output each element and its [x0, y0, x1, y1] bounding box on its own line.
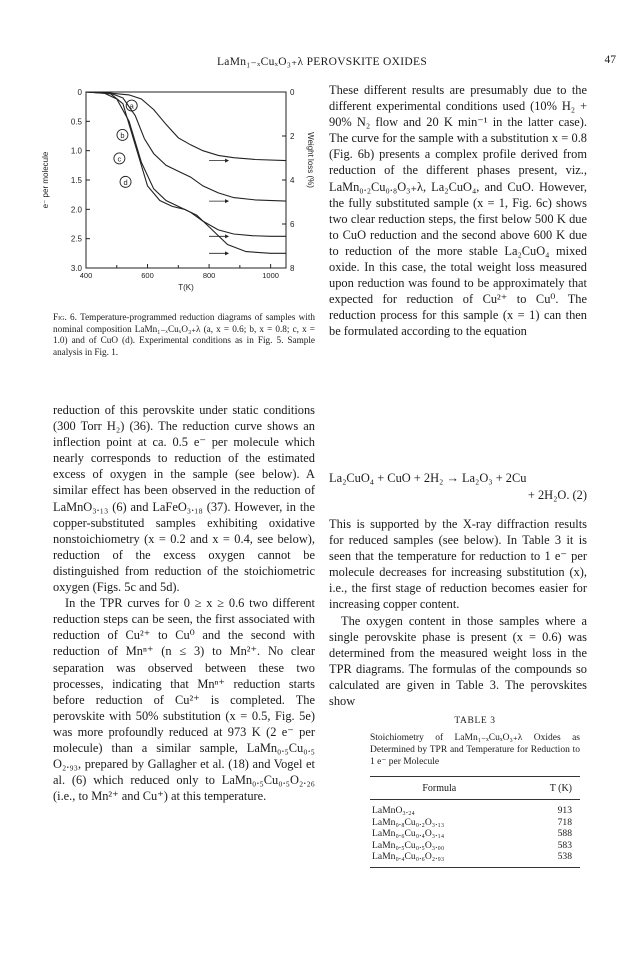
x-tick-label: 400 — [79, 271, 93, 280]
right-tick-label: 8 — [290, 264, 295, 273]
page-number: 47 — [604, 54, 616, 66]
x-tick-label: 800 — [202, 271, 216, 280]
table-row — [370, 851, 580, 863]
figure-6 — [30, 80, 320, 300]
left-column — [53, 402, 315, 804]
right-tick-label: 2 — [290, 132, 295, 141]
x-tick-label: 1000 — [262, 271, 279, 280]
left-tick-label: 2.0 — [70, 205, 82, 215]
series-label-b: b — [120, 130, 125, 140]
table-cell-temperature: 538 — [557, 851, 572, 862]
equation-line-1: La₂CuO₄ + CuO + 2H₂ → La₂O₃ + 2Cu — [329, 471, 527, 485]
running-title: LaMn₁₋ₓCuₓO₃₊λ PEROVSKITE OXIDES — [216, 56, 428, 68]
table-header-temperature: T (K) — [549, 783, 572, 794]
right-paragraph-3: The oxygen content in those samples where a single perovskite phase is present (x = 0.6) was determined from the measured weight loss in the TPR diagrams. The formulas of the compounds so calculated are given in Table 3. The perovskites show — [329, 613, 587, 709]
table-row — [370, 840, 580, 852]
series-arrowhead-b — [225, 199, 229, 203]
y-axis-title-left: e⁻ per molecule — [41, 151, 50, 209]
series-line-c — [86, 92, 286, 236]
left-tick-label: 1.5 — [70, 176, 82, 185]
x-axis-title: T(K) — [178, 283, 194, 292]
table-header-formula: Formula — [422, 783, 457, 794]
series-label-a: a — [129, 101, 134, 111]
left-tick-label: 3.0 — [70, 264, 82, 273]
table-cell-formula: LaMnO₃.₂₄ — [372, 805, 415, 816]
table-body — [370, 800, 580, 867]
series-arrowhead-a — [225, 159, 229, 163]
equation-2 — [329, 470, 587, 504]
left-tick-label: 0.5 — [70, 117, 82, 127]
table-row — [370, 805, 580, 817]
y-axis-title-right: Weight loss (%) — [306, 132, 315, 188]
table-3 — [370, 716, 580, 868]
figure-label: Fig. 6. — [53, 312, 77, 322]
right-paragraph-1: These different results are presumably due to the different experimental conditions used (10% H₂ + 90% N₂ flow and 20 K min⁻¹ in the latter case). The curve for the sample with a substitution x = 0.8 (Fig. 6b) presents a complex profile derived from reduction of the different phases present, viz., LaMn₀.₂Cu₀.₈O₃₊λ, La₂CuO₄, and CuO. However, the fully substituted sample (x = 1, Fig. 6c) shows two clear reduction steps, the first below 500 K due to CuO reduction and the second above 600 K due to reduction of the more stable La₂CuO₄ mixed oxide. In this case, the total weight loss measured upon reduction was found to be approximately that expected for reduction of Cu²⁺ to Cu⁰. The reduction process for this sample (x = 1) can then be formulated according to the equation — [329, 83, 587, 339]
table-cell-formula: LaMn₀.₄Cu₀.₆O₂.₉₃ — [372, 851, 445, 862]
left-tick-label: 0 — [77, 88, 82, 97]
table-cell-temperature: 718 — [557, 816, 572, 828]
series-line-b — [86, 92, 286, 201]
right-column-top — [329, 82, 587, 340]
figure-caption-text: Temperature-programmed reduction diagrams of samples with nominal composition LaMn₁₋ₓCuₓO₃₊λ (a, x = 0.6; b, x = 0.8; c, x = 1.0) and of CuO (d). Experimental conditions as in Fig. 5. Sample analysis in Fig. 1. — [53, 312, 315, 357]
table-cell-temperature: 588 — [557, 828, 572, 839]
table-cell-formula: LaMn₀.₅Cu₀.₅O₃.₀₀ — [372, 839, 445, 851]
series-arrowhead-c — [225, 234, 229, 238]
figure-caption — [53, 312, 315, 358]
tpr-chart — [30, 80, 320, 300]
right-column-bottom — [329, 516, 587, 709]
plot-frame — [86, 92, 286, 268]
left-paragraph-2: In the TPR curves for 0 ≥ x ≥ 0.6 two different reduction steps can be seen, the first associated with reduction of Cu²⁺ to Cu⁰ and the second with reduction of Mnⁿ⁺ (n ≤ 3) to Mn²⁺. No clear separation was observed between these two processes, indicating that Mnⁿ⁺ reduction starts before reduction of Cu²⁺ is completed. The perovskite with 50% substitution (x = 0.5, Fig. 5e) was more profoundly reduced at 973 K (2 e⁻ per molecule) than a similar sample, LaMn₀.₅Cu₀.₅ O₂.₉₃, prepared by Gallagher et al. (18) and Vogel et al. (6) which reduced only to LaMn₀.₅Cu₀.₅O₂.₂₆ (i.e., to Mn²⁺ and Cu⁺) at this temperature. — [53, 596, 315, 804]
left-paragraph-1: reduction of this perovskite under static conditions (300 Torr H₂) (36). The reduction curve shows an inflection point at ca. 0.5 e⁻ per molecule which nearly corresponds to reduction of the estimated excess of oxygen in the sample (see below). A similar effect has been observed in the reduction of LaMnO₃.₁₃ (6) and LaFeO₃.₁₈ (37). However, in the copper-substituted samples exhibiting oxidative nonstoichiometry (x = 0.2 and x = 0.4, see below), reduction of the excess oxygen cannot be distinguished from reduction of the stoichiometric oxygen (Figs. 5c and 5d). — [53, 403, 315, 595]
table-header-row — [370, 777, 580, 799]
x-tick-label: 600 — [141, 271, 154, 280]
table-caption: Stoichiometry of LaMn₁₋ₓCuₓO₃₊λ Oxides as Determined by TPR and Temperature for Reduction to 1 e⁻ per Molecule — [370, 733, 580, 767]
right-tick-label: 0 — [290, 88, 295, 97]
table-cell-formula: LaMn₀.₆Cu₀.₄O₃.₁₄ — [372, 828, 445, 839]
series-label-d: d — [123, 177, 128, 187]
left-tick-label: 1.0 — [70, 146, 82, 156]
table-cell-temperature: 583 — [557, 839, 572, 851]
right-tick-label: 4 — [290, 176, 295, 185]
series-arrowhead-d — [225, 251, 229, 255]
right-paragraph-2: This is supported by the X-ray diffraction results for reduced samples (see below). In Table 3 it is seen that the temperature for reduction to 1 e⁻ per molecule decreases for increasing substitution (x), i.e., the first stage of reduction becomes easier for increasing copper content. — [329, 517, 587, 612]
series-label-c: c — [117, 154, 122, 164]
series-line-a — [86, 92, 286, 164]
equation-line-2: + 2H₂O. (2) — [527, 488, 587, 502]
right-tick-label: 6 — [290, 220, 295, 229]
table-cell-temperature: 913 — [557, 805, 572, 816]
table-title: TABLE 3 — [454, 716, 496, 726]
table-rule-bottom — [370, 867, 580, 868]
left-tick-label: 2.5 — [70, 234, 82, 244]
table-row — [370, 828, 580, 840]
table-row — [370, 817, 580, 829]
table-cell-formula: LaMn₀.₈Cu₀.₂O₃.₁₃ — [372, 816, 445, 828]
series-line-d — [86, 92, 286, 253]
